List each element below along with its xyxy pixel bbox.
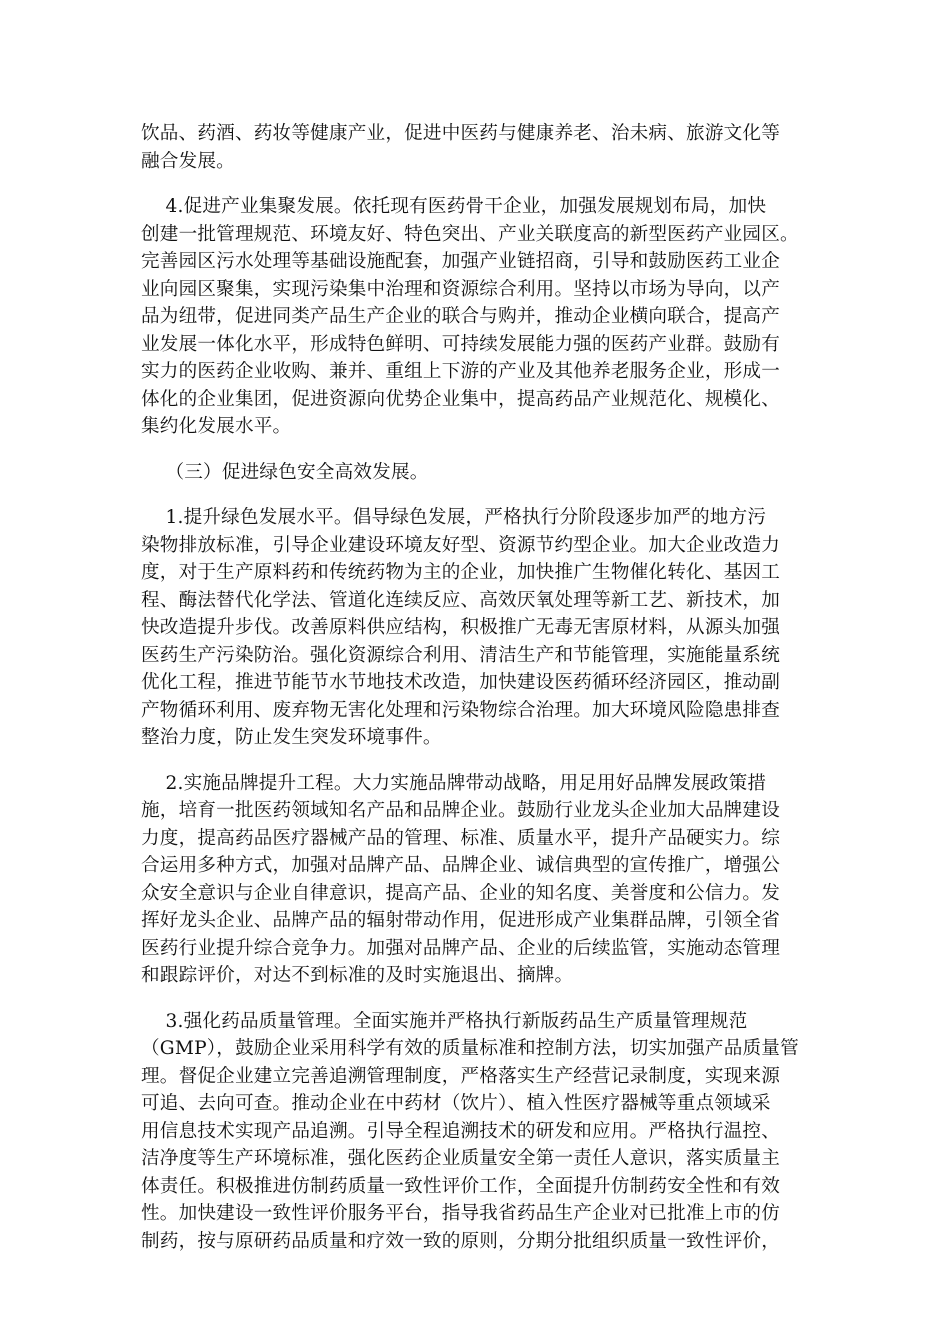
text-line: 制药，按与原研药品质量和疗效一致的原则，分期分批组织质量一致性评价， (141, 1230, 780, 1252)
text-line: 洁净度等生产环境标准，强化医药企业质量安全第一责任人意识，落实质量主 (141, 1148, 780, 1169)
text-line: 医药生产污染防治。强化资源综合利用、清洁生产和节能管理，实施能量系统 (141, 644, 780, 666)
text-line: 用信息技术实现产品追溯。引导全程追溯技术的研发和应用。严格执行温控、 (141, 1120, 780, 1142)
text-line: 创建一批管理规范、环境友好、特色突出、产业关联度高的新型医药产业园区。 (141, 223, 799, 245)
text-line: 度，对于生产原料药和传统药物为主的企业，加快推广生物催化转化、基因工 (141, 562, 780, 583)
text-line: 可追、去向可查。推动企业在中药材（饮片）、植入性医疗器械等重点领域采 (141, 1093, 771, 1114)
paragraph-green-development (141, 504, 811, 752)
text-line: 整治力度，防止发生突发环境事件。 (141, 727, 442, 748)
paragraph-industry-cluster (141, 193, 811, 441)
text-line: 业发展一体化水平，形成特色鲜明、可持续发展能力强的医药产业群。鼓励有 (141, 333, 780, 355)
text-line: 体责任。积极推进仿制药质量一致性评价工作，全面提升仿制药安全性和有效 (141, 1175, 780, 1197)
text-line: （GMP），鼓励企业采用科学有效的质量标准和控制方法，切实加强产品质量管 (141, 1038, 799, 1059)
text-line: 2.实施品牌提升工程。大力实施品牌带动战略，用足用好品牌发展政策措 (141, 772, 767, 794)
text-line: 品为纽带，促进同类产品生产企业的联合与购并，推动企业横向联合，提高产 (141, 306, 780, 327)
text-line: 染物排放标准，引导企业建设环境友好型、资源节约型企业。加大企业改造力 (141, 534, 780, 556)
text-line: 施，培育一批医药领域知名产品和品牌企业。鼓励行业龙头企业加大品牌建设 (141, 800, 780, 821)
text-line: 完善园区污水处理等基础设施配套，加强产业链招商，引导和鼓励医药工业企 (141, 251, 780, 272)
text-line: 性。加快建设一致性评价服务平台，指导我省药品生产企业对已批准上市的仿 (141, 1203, 780, 1224)
text-line: 快改造提升步伐。改善原料供应结构，积极推广无毒无害原材料，从源头加强 (141, 617, 780, 638)
text-line: 3.强化药品质量管理。全面实施并严格执行新版药品生产质量管理规范 (141, 1010, 748, 1032)
paragraph-quality-management (141, 1008, 811, 1256)
text-line: 程、酶法替代化学法、管道化连续反应、高效厌氧处理等新工艺、新技术，加 (141, 589, 780, 611)
text-line: 挥好龙头企业、品牌产品的辐射带动作用，促进形成产业集群品牌，引领全省 (141, 910, 780, 931)
text-line: 和跟踪评价，对达不到标准的及时实施退出、摘牌。 (141, 965, 574, 986)
text-line: 业向园区聚集，实现污染集中治理和资源综合利用。坚持以市场为导向，以产 (141, 278, 780, 300)
section-heading (141, 459, 811, 487)
paragraph-brand-project (141, 770, 811, 990)
text-line: 力度，提高药品医疗器械产品的管理、标准、质量水平，提升产品硬实力。综 (141, 827, 780, 849)
text-line: 4.促进产业集聚发展。依托现有医药骨干企业，加强发展规划布局，加快 (141, 196, 767, 217)
text-line: 融合发展。 (141, 150, 235, 172)
text-line: 理。督促企业建立完善追溯管理制度，严格落实生产经营记录制度，实现来源 (141, 1065, 780, 1087)
text-line: 饮品、药酒、药妆等健康产业，促进中医药与健康养老、治未病、旅游文化等 (141, 123, 780, 144)
document-body (141, 120, 811, 1273)
text-line: 优化工程，推进节能节水节地技术改造，加快建设医药循环经济园区，推动副 (141, 672, 780, 693)
text-line: 集约化发展水平。 (141, 416, 292, 437)
text-line: 医药行业提升综合竞争力。加强对品牌产品、企业的后续监管，实施动态管理 (141, 937, 780, 959)
text-line: 产物循环利用、废弃物无害化处理和污染物综合治理。加大环境风险隐患排查 (141, 699, 780, 721)
text-line: 1.提升绿色发展水平。倡导绿色发展，严格执行分阶段逐步加严的地方污 (141, 507, 767, 528)
heading-text: （三）促进绿色安全高效发展。 (141, 461, 429, 483)
text-line: 合运用多种方式，加强对品牌产品、品牌企业、诚信典型的宣传推广，增强公 (141, 855, 780, 876)
paragraph-health-industry (141, 120, 811, 175)
text-line: 体化的企业集团，促进资源向优势企业集中，提高药品产业规范化、规模化、 (141, 388, 780, 410)
text-line: 实力的医药企业收购、兼并、重组上下游的产业及其他养老服务企业，形成一 (141, 361, 780, 382)
text-line: 众安全意识与企业自律意识，提高产品、企业的知名度、美誉度和公信力。发 (141, 882, 780, 904)
